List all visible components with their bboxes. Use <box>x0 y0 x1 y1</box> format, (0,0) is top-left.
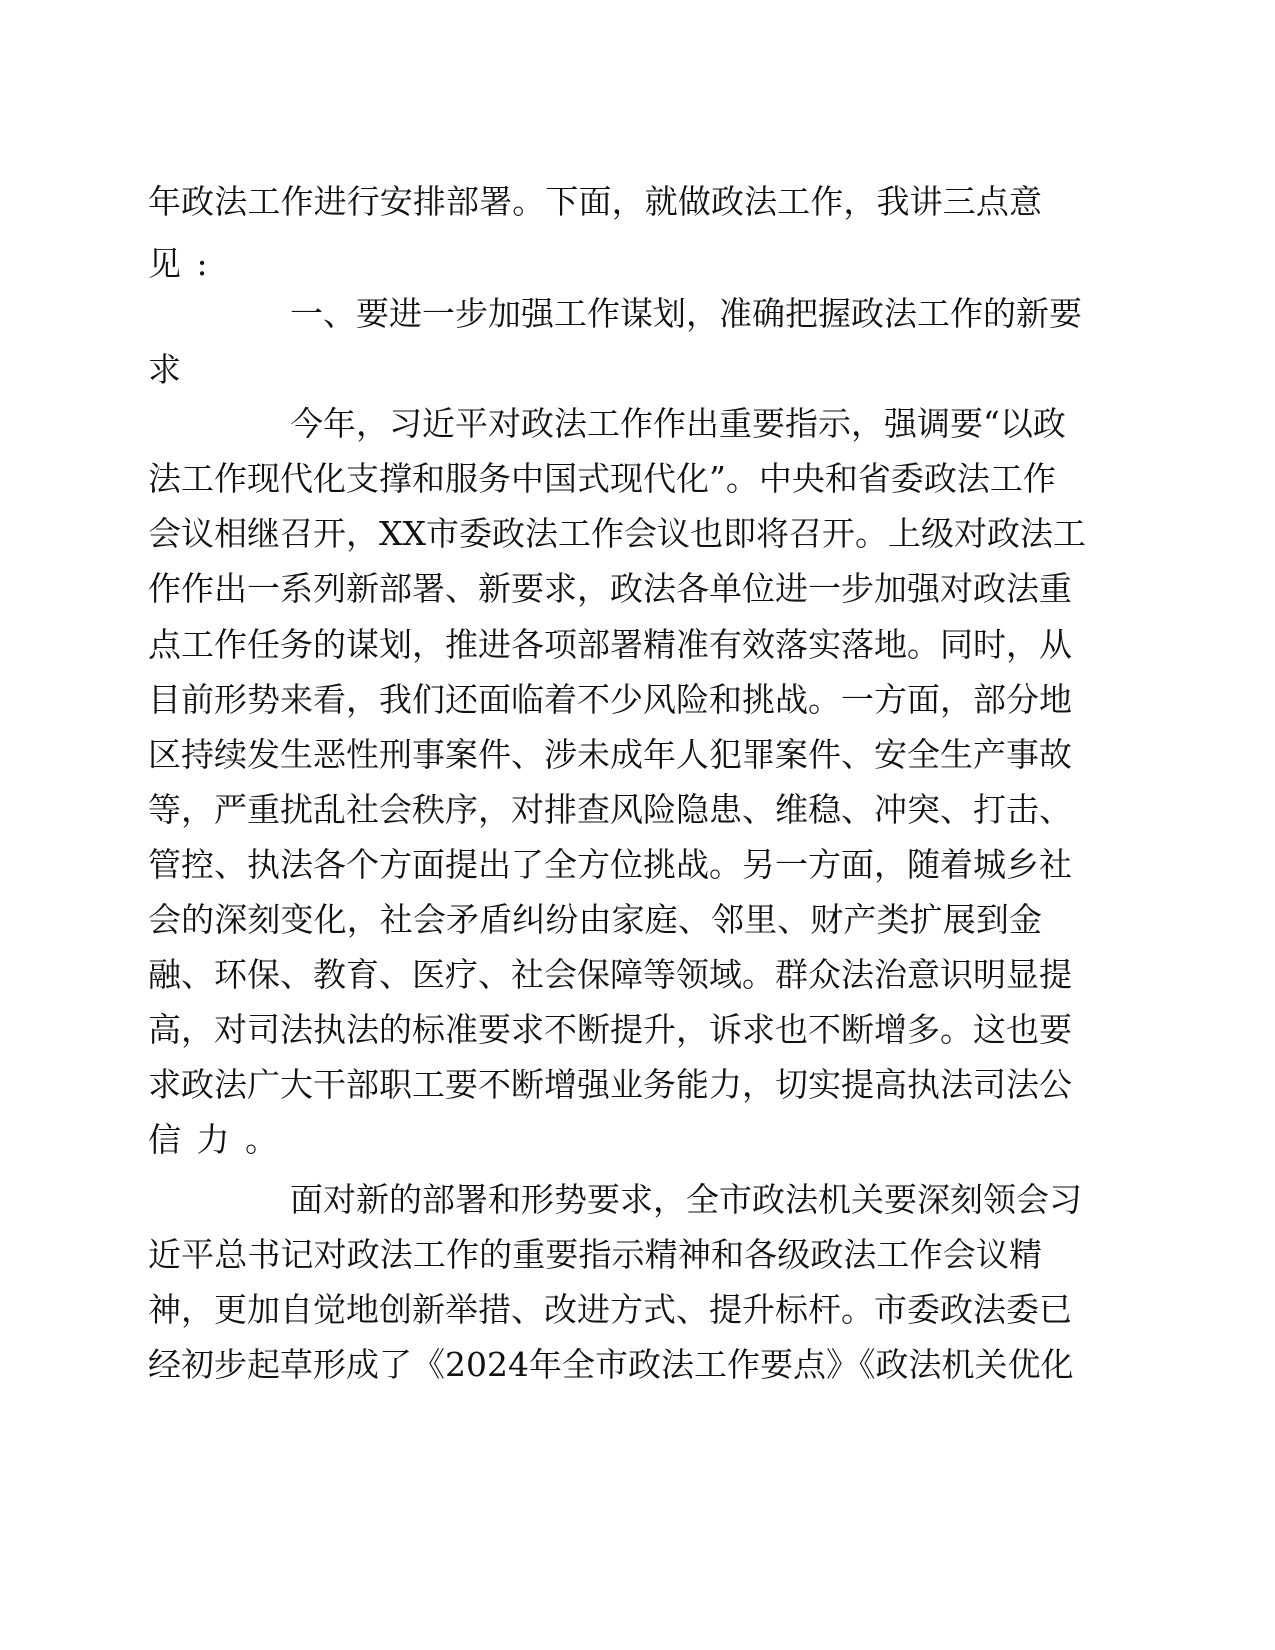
text-line: 神，更加自觉地创新举措、改进方式、提升标杆。市委政法委已 <box>148 1290 1072 1329</box>
text-line: 年政法工作进行安排部署。下面，就做政法工作，我讲三点意 <box>148 182 1042 221</box>
text-line: 经初步起草形成了《2024年全市政法工作要点》《政法机关优化 <box>148 1345 1074 1384</box>
text-line: 会的深刻变化，社会矛盾纠纷由家庭、邻里、财产类扩展到金 <box>148 900 1042 939</box>
text-line: 面对新的部署和形势要求，全市政法机关要深刻领会习 <box>290 1180 1082 1219</box>
text-line: 管控、执法各个方面提出了全方位挑战。另一方面，随着城乡社 <box>148 845 1072 884</box>
text-line: 等，严重扰乱社会秩序，对排查风险隐患、维稳、冲突、打击、 <box>148 790 1072 829</box>
text-line: 见: <box>148 244 224 283</box>
text-line: 高，对司法执法的标准要求不断提升，诉求也不断增多。这也要 <box>148 1010 1072 1049</box>
text-line: 今年，习近平对政法工作作出重要指示，强调要“以政 <box>290 404 1066 443</box>
text-line: 法工作现代化支撑和服务中国式现代化”。中央和省委政法工作 <box>148 459 1056 498</box>
text-line: 信力。 <box>148 1120 294 1159</box>
text-line: 融、环保、教育、医疗、社会保障等领域。群众法治意识明显提 <box>148 955 1072 994</box>
text-line: 区持续发生恶性刑事案件、涉未成年人犯罪案件、安全生产事故 <box>148 735 1072 774</box>
text-line: 求 <box>148 350 197 389</box>
text-line: 一、要进一步加强工作谋划，准确把握政法工作的新要 <box>290 294 1082 333</box>
text-line: 求政法广大干部职工要不断增强业务能力，切实提高执法司法公 <box>148 1065 1072 1104</box>
text-line: 作作出一系列新部署、新要求，政法各单位进一步加强对政法重 <box>148 569 1072 608</box>
text-line: 会议相继召开，XX市委政法工作会议也即将召开。上级对政法工 <box>148 514 1086 553</box>
text-line: 近平总书记对政法工作的重要指示精神和各级政法工作会议精 <box>148 1235 1042 1274</box>
text-line: 点工作任务的谋划，推进各项部署精准有效落实落地。同时，从 <box>148 625 1072 664</box>
text-line: 目前形势来看，我们还面临着不少风险和挑战。一方面，部分地 <box>148 680 1072 719</box>
